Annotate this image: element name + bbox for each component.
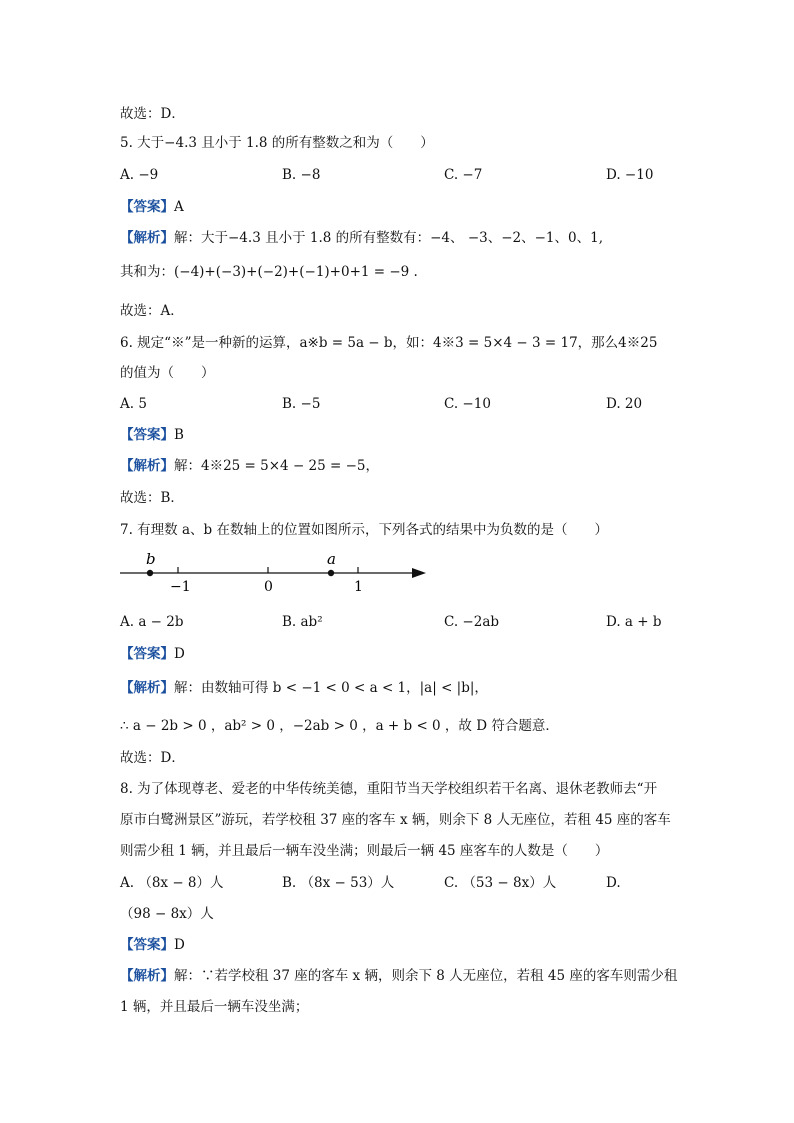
q7-answer — [120, 644, 185, 664]
point-b — [147, 570, 153, 576]
q8-option-a: A. （8x − 8）人 — [120, 875, 224, 891]
q8-option-d-text: （98 − 8x）人 — [120, 906, 214, 922]
q5-analysis — [120, 228, 603, 248]
label-a: a — [327, 550, 336, 568]
q6-choose: 故选：B． — [120, 490, 184, 506]
q8-option-d: D. — [606, 875, 621, 891]
analysis-label: 【解析】 — [120, 680, 174, 696]
q6-analysis — [120, 456, 379, 476]
question-8-line1: 8. 为了体现尊老、爱老的中华传统美德，重阳节当天学校组织若干名离、退休老教师去“开 — [120, 781, 658, 797]
q7-choose: 故选：D． — [120, 750, 185, 766]
question-8-line2: 原市白鹭洲景区”游玩，若学校租 37 座的客车 x 辆，则余下 8 人无座位，若租 45 座的客车 — [120, 812, 671, 828]
question-5: 5. 大于−4.3 且小于 1.8 的所有整数之和为（ ） — [120, 135, 434, 151]
q6-option-d: D. 20 — [606, 396, 643, 412]
point-a — [328, 570, 334, 576]
answer-label: 【答案】 — [120, 199, 174, 215]
q5-option-c: C. −7 — [444, 167, 483, 183]
q8-analysis-cont: 1 辆，并且最后一辆车没坐满； — [120, 999, 309, 1015]
q7-option-d: D. a + b — [606, 614, 662, 630]
answer-label: 【答案】 — [120, 427, 174, 443]
question-6-cont: 的值为（ ） — [120, 365, 215, 381]
label-one: 1 — [354, 579, 363, 595]
label-minus-1: −1 — [170, 579, 191, 595]
q5-option-b: B. −8 — [282, 167, 321, 183]
q5-option-d: D. −10 — [606, 167, 654, 183]
label-b: b — [146, 550, 156, 568]
label-zero: 0 — [264, 579, 273, 595]
analysis-text: 解：∵若学校租 37 座的客车 x 辆，则余下 8 人无座位，若租 45 座的客车则需少租 — [174, 968, 678, 984]
analysis-text: 解：大于−4.3 且小于 1.8 的所有整数有：−4、 −3、−2、−1、0、1, — [174, 230, 603, 246]
q7-analysis-therefore: ∴ a − 2b > 0 ，ab² > 0 ，−2ab > 0 ，a + b < 0 ，故 D 符合题意． — [120, 718, 559, 734]
q8-option-c: C. （53 − 8x）人 — [444, 875, 557, 891]
analysis-label: 【解析】 — [120, 230, 174, 246]
q6-option-c: C. −10 — [444, 396, 491, 412]
question-6: 6. 规定“※”是一种新的运算，a※b = 5a − b，如：4※3 = 5×4 − 3 = 17，那么4※25 — [120, 335, 658, 351]
answer-value: B — [174, 427, 184, 443]
question-7: 7. 有理数 a、b 在数轴上的位置如图所示，下列各式的结果中为负数的是（ ） — [120, 522, 608, 538]
number-line-figure — [118, 548, 438, 598]
q6-option-b: B. −5 — [282, 396, 321, 412]
q5-option-a: A. −9 — [120, 167, 159, 183]
q5-answer — [120, 197, 184, 217]
q7-option-c: C. −2ab — [444, 614, 500, 630]
arrow-icon — [412, 568, 426, 578]
q7-option-a: A. a − 2b — [120, 614, 184, 630]
answer-label: 【答案】 — [120, 937, 174, 953]
answer-value: D — [174, 937, 185, 953]
q5-choose: 故选：A． — [120, 303, 184, 319]
q5-analysis-sum: 其和为：(−4)+(−3)+(−2)+(−1)+0+1 = −9 . — [120, 264, 418, 280]
answer-label: 【答案】 — [120, 646, 174, 662]
answer-value: D — [174, 646, 185, 662]
analysis-label: 【解析】 — [120, 458, 174, 474]
q8-answer — [120, 935, 185, 955]
q8-option-b: B. （8x − 53）人 — [282, 875, 395, 891]
q6-option-a: A. 5 — [120, 396, 147, 412]
question-8-line3: 则需少租 1 辆，并且最后一辆车没坐满；则最后一辆 45 座客车的人数是（ ） — [120, 843, 609, 859]
analysis-label: 【解析】 — [120, 968, 174, 984]
q8-analysis — [120, 966, 677, 986]
q6-answer — [120, 425, 184, 445]
answer-value: A — [174, 199, 184, 215]
q7-analysis — [120, 678, 488, 698]
q7-option-b: B. ab² — [282, 614, 323, 630]
line-choose-d: 故选：D． — [120, 106, 185, 122]
analysis-text: 解：由数轴可得 b < −1 < 0 < a < 1，|a| < |b|， — [174, 680, 488, 696]
analysis-text: 解：4※25 = 5×4 − 25 = −5， — [174, 458, 380, 474]
